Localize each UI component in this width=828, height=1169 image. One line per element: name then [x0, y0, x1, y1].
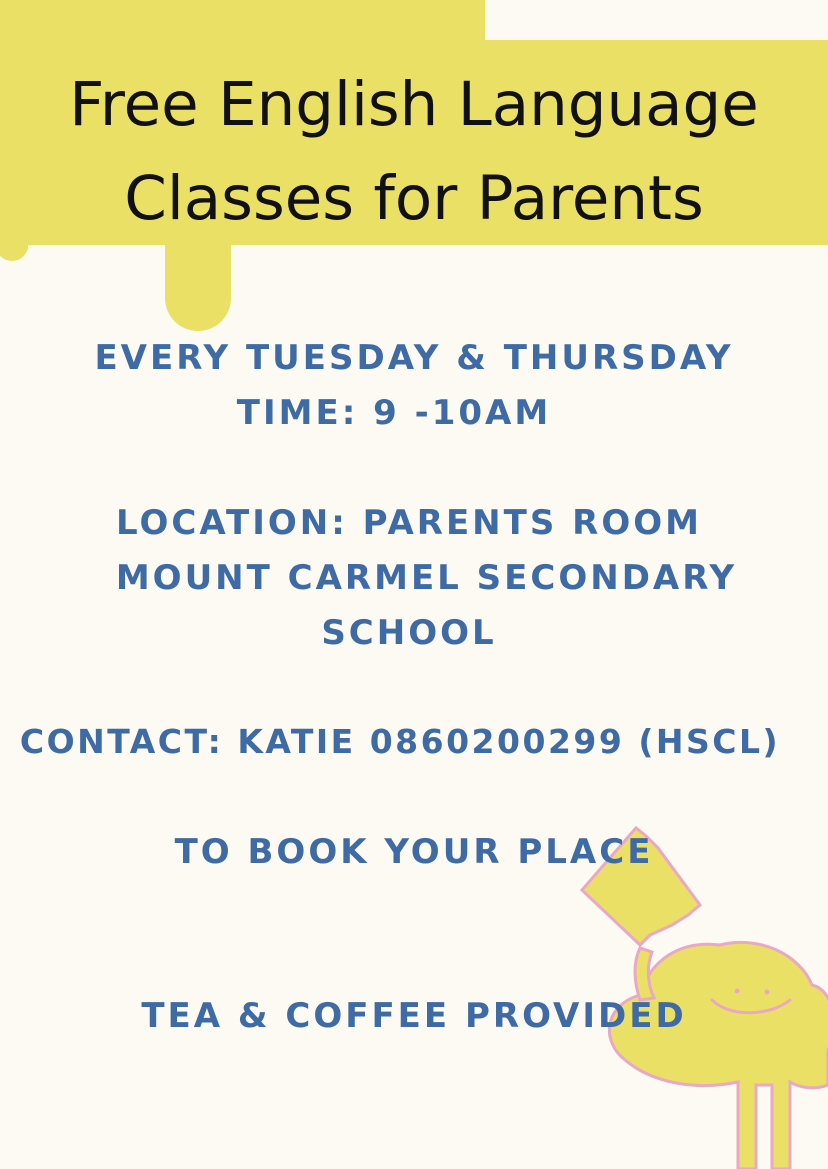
booking-note: TO BOOK YOUR PLACE: [174, 832, 654, 872]
location-line-3: SCHOOL: [321, 613, 497, 653]
location-line-1: LOCATION: PARENTS ROOM: [116, 503, 702, 543]
refreshments-note: TEA & COFFEE PROVIDED: [141, 996, 687, 1036]
contact-info: CONTACT: KATIE 0860200299 (HSCL): [19, 722, 781, 761]
flyer-title: [0, 58, 828, 246]
title-line-2: Classes for Parents: [124, 163, 704, 234]
schedule-days: EVERY TUESDAY & THURSDAY: [94, 338, 734, 378]
location-line-2: MOUNT CARMEL SECONDARY: [115, 558, 738, 598]
schedule-time: TIME: 9 -10AM: [236, 393, 552, 433]
title-line-1: Free English Language: [69, 69, 759, 140]
